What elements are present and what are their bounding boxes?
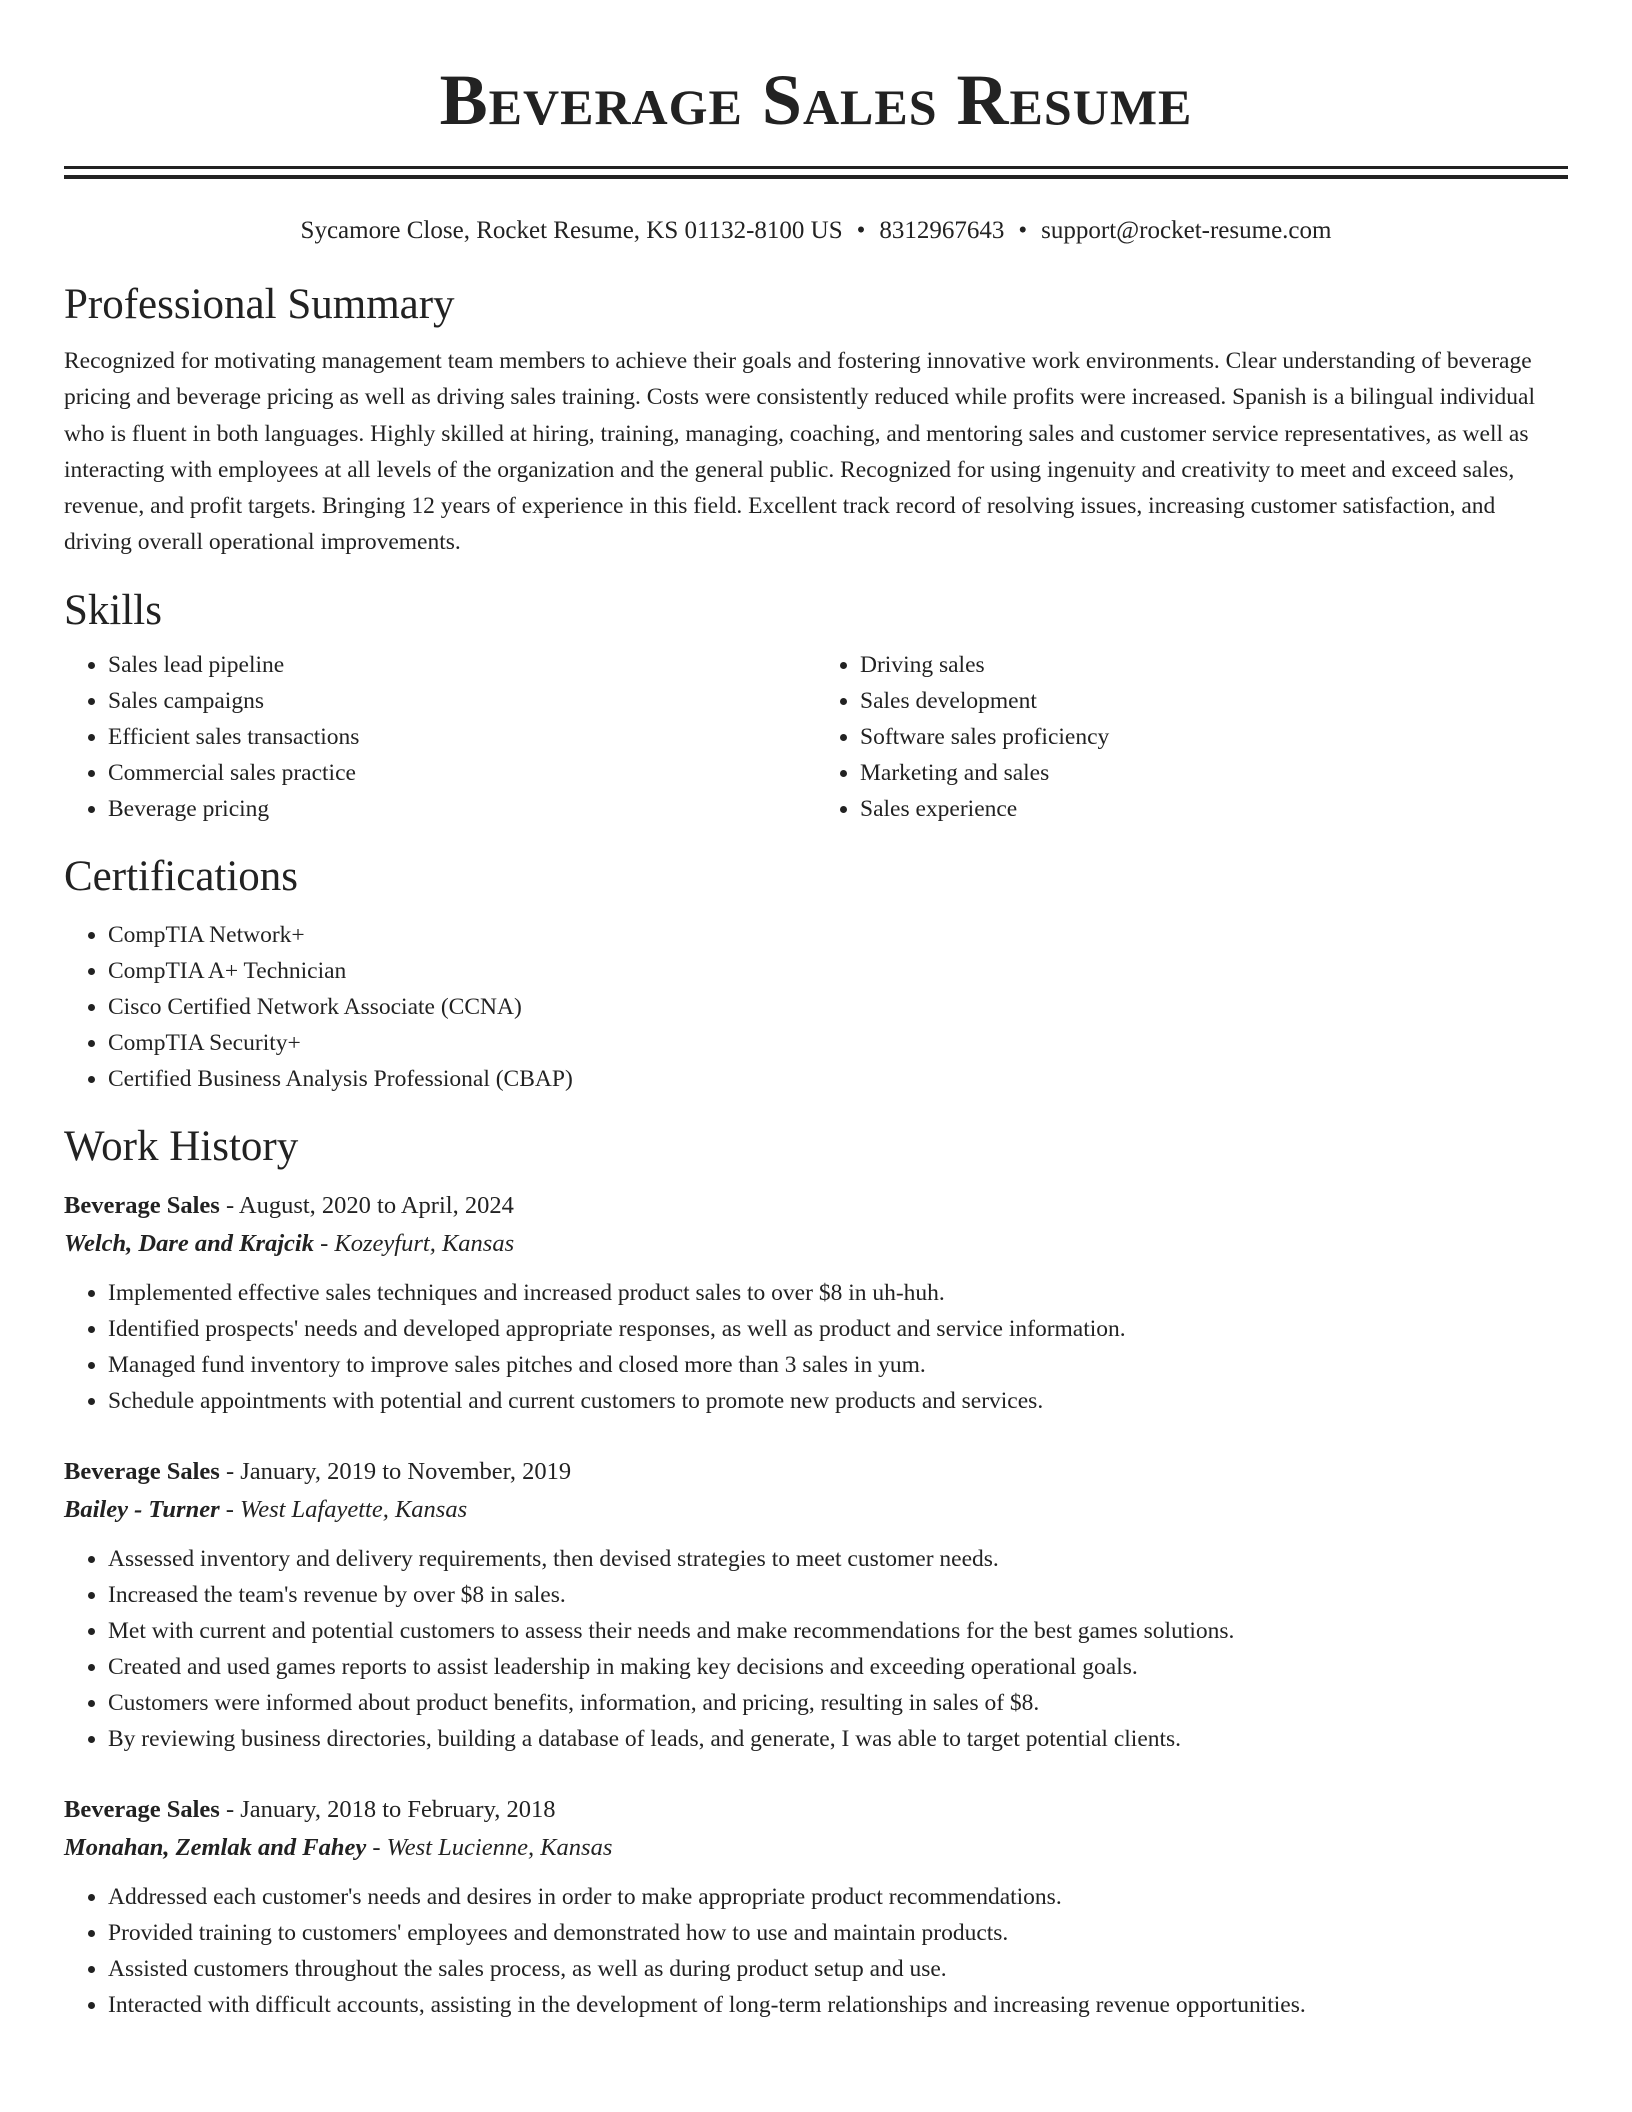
contact-email: support@rocket-resume.com: [1041, 217, 1332, 244]
job-bullet: • Provided training to customers' employees and demonstrated how to use and maintain products.: [108, 1915, 1568, 1951]
job-bullets: [64, 1879, 1568, 2023]
job-entry: [64, 1187, 1568, 1419]
job-location: Kozeyfurt, Kansas: [334, 1229, 515, 1257]
job-dash: -: [314, 1229, 335, 1257]
job-bullet: • Identified prospects' needs and developed appropriate responses, as well as product and service information.: [108, 1311, 1568, 1347]
skill-item: • Commercial sales practice: [108, 755, 816, 791]
skill-item: • Beverage pricing: [108, 791, 816, 827]
job-bullet: • Customers were informed about product benefits, information, and pricing, resulting in sales of $8.: [108, 1685, 1568, 1721]
skill-item: • Marketing and sales: [860, 755, 1568, 791]
skill-item: • Sales campaigns: [108, 683, 816, 719]
skills-column-right: [816, 647, 1568, 827]
job-title: Beverage Sales: [64, 1191, 220, 1219]
job-bullet: • Implemented effective sales techniques and increased product sales to over $8 in uh-huh.: [108, 1275, 1568, 1311]
job-dash: -: [366, 1833, 387, 1861]
job-bullet: • Assisted customers throughout the sales process, as well as during product setup and use.: [108, 1951, 1568, 1987]
skills-heading: Skills: [64, 586, 162, 634]
contact-address: Sycamore Close, Rocket Resume, KS 01132-8100 US: [300, 217, 843, 244]
job-entry: [64, 1453, 1568, 1757]
job-company: Monahan, Zemlak and Fahey: [64, 1833, 367, 1861]
job-company-line: [64, 1491, 1568, 1529]
job-dash: -: [219, 1795, 241, 1823]
job-title: Beverage Sales: [64, 1457, 220, 1485]
job-bullet: • Interacted with difficult accounts, assisting in the development of long-term relationships and increasing revenue opportunities.: [108, 1987, 1568, 2023]
job-bullet: • Created and used games reports to assist leadership in making key decisions and exceeding operational goals.: [108, 1649, 1568, 1685]
skill-item: • Driving sales: [860, 647, 1568, 683]
certifications-heading: Certifications: [64, 852, 299, 900]
job-bullet: • By reviewing business directories, building a database of leads, and generate, I was able to target potential clients.: [108, 1721, 1568, 1757]
job-title-line: [64, 1187, 1568, 1225]
contact-phone: 8312967643: [879, 217, 1005, 244]
job-dates: August, 2020 to April, 2024: [238, 1191, 514, 1219]
certification-item: • CompTIA Network+: [108, 917, 1568, 953]
job-company: Welch, Dare and Krajcik: [64, 1229, 314, 1257]
job-bullet: • Addressed each customer's needs and desires in order to make appropriate product recommendations.: [108, 1879, 1568, 1915]
job-bullet: • Assessed inventory and delivery requirements, then devised strategies to meet customer needs.: [108, 1541, 1568, 1577]
skill-item: • Sales experience: [860, 791, 1568, 827]
job-dash: -: [219, 1457, 241, 1485]
certification-item: • Cisco Certified Network Associate (CCNA): [108, 989, 1568, 1025]
job-title-line: [64, 1453, 1568, 1491]
certification-item: • Certified Business Analysis Professional (CBAP): [108, 1061, 1568, 1097]
job-dash: -: [219, 1191, 239, 1219]
job-dates: January, 2019 to November, 2019: [240, 1457, 572, 1485]
contact-separator: •: [1018, 217, 1028, 244]
summary-heading: Professional Summary: [64, 281, 455, 328]
job-company: Bailey - Turner: [64, 1495, 220, 1523]
job-bullets: [64, 1275, 1568, 1419]
job-bullet: • Managed fund inventory to improve sales pitches and closed more than 3 sales in yum.: [108, 1347, 1568, 1383]
work-history-heading: Work History: [64, 1122, 299, 1170]
skill-item: • Efficient sales transactions: [108, 719, 816, 755]
job-bullet: • Met with current and potential customers to assess their needs and make recommendations for the best games solutions.: [108, 1613, 1568, 1649]
job-entry: [64, 1791, 1568, 2023]
title-divider: [64, 166, 1568, 179]
job-company-line: [64, 1829, 1568, 1867]
skills-column-left: [64, 647, 816, 827]
skill-item: • Software sales proficiency: [860, 719, 1568, 755]
skill-item: • Sales lead pipeline: [108, 647, 816, 683]
summary-text: Recognized for motivating management team members to achieve their goals and fostering innovative work environments. Clear understanding of beverage pricing and beverage pricing as well as driving sales training. Costs were consistently reduced while profits were increased. Spanish is a bilingual individual who is fluent in both languages. Highly skilled at hiring, training, managing, coaching, and mentoring sales and customer service representatives, as well as interacting with employees at all levels of the organization and the general public. Recognized for using ingenuity and creativity to meet and exceed sales, revenue, and profit targets. Bringing 12 years of experience in this field. Excellent track record of resolving issues, increasing customer satisfaction, and driving overall operational improvements.: [64, 348, 1535, 556]
job-dash: -: [219, 1495, 241, 1523]
job-company-line: [64, 1225, 1568, 1263]
job-title: Beverage Sales: [64, 1795, 220, 1823]
job-location: West Lafayette, Kansas: [240, 1495, 468, 1523]
resume-title: Beverage Sales Resume: [439, 60, 1193, 140]
job-dates: January, 2018 to February, 2018: [240, 1795, 556, 1823]
job-bullet: • Increased the team's revenue by over $8 in sales.: [108, 1577, 1568, 1613]
job-bullet: • Schedule appointments with potential and current customers to promote new products and services.: [108, 1383, 1568, 1419]
certifications-list: [64, 917, 1568, 1097]
contact-separator: •: [856, 217, 866, 244]
job-bullets: [64, 1541, 1568, 1757]
job-location: West Lucienne, Kansas: [386, 1833, 613, 1861]
skill-item: • Sales development: [860, 683, 1568, 719]
contact-line: [64, 215, 1568, 247]
certification-item: • CompTIA Security+: [108, 1025, 1568, 1061]
job-title-line: [64, 1791, 1568, 1829]
certification-item: • CompTIA A+ Technician: [108, 953, 1568, 989]
skills-list: [64, 647, 1568, 827]
